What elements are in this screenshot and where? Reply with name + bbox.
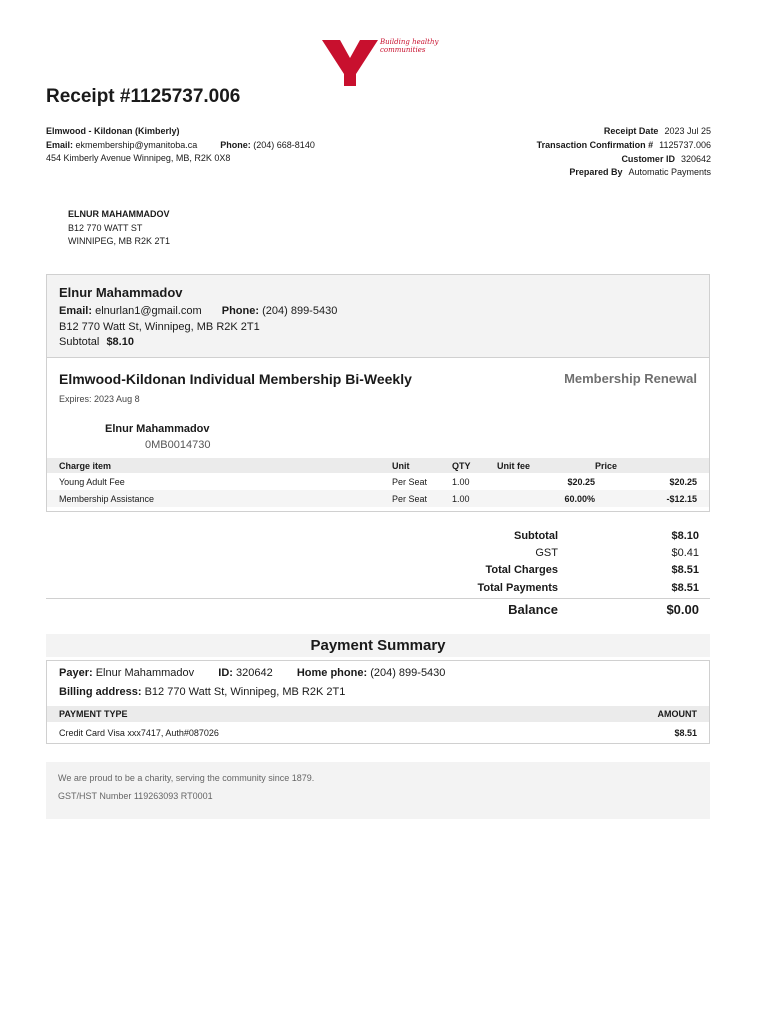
payment-amount: $8.51 xyxy=(674,728,697,738)
total-payments-row xyxy=(46,582,710,599)
charge-item: Young Adult Fee xyxy=(59,476,125,487)
subtotal-label: Subtotal xyxy=(514,530,558,542)
ymca-y-icon xyxy=(320,36,380,90)
amount-header: AMOUNT xyxy=(657,709,697,719)
payment-row xyxy=(47,723,709,743)
billing-label: Billing address: xyxy=(59,686,142,698)
subtotal-row xyxy=(46,530,710,547)
membership-title: Elmwood-Kildonan Individual Membership Bi-Weekly xyxy=(59,371,412,387)
unit-fee: $20.25 xyxy=(567,476,595,487)
mailing-address xyxy=(68,208,170,249)
payer-id: 320642 xyxy=(236,667,273,679)
customer-subtotal-row xyxy=(59,336,134,348)
member-id: 0MB0014730 xyxy=(145,439,211,451)
home-phone-label: Home phone: xyxy=(296,667,368,679)
qty: 1.00 xyxy=(452,490,497,507)
receipt-date: 2023 Jul 25 xyxy=(664,126,711,136)
mailing-name: ELNUR MAHAMMADOV xyxy=(68,209,170,219)
receipt-title: Receipt #1125737.006 xyxy=(46,86,241,107)
col-unit: Unit xyxy=(392,458,452,473)
total-charges-row xyxy=(46,564,710,581)
customer-subtotal-label: Subtotal xyxy=(59,336,100,348)
mailing-city: WINNIPEG, MB R2K 2T1 xyxy=(68,236,171,246)
customer-contact xyxy=(59,305,337,317)
table-row xyxy=(47,473,709,490)
logo-tagline: Building healthy communities xyxy=(380,38,439,54)
col-unit-fee: Unit fee xyxy=(497,458,595,473)
gst-label: GST xyxy=(535,547,558,559)
organization-info xyxy=(46,125,315,166)
receipt-meta xyxy=(537,125,711,180)
org-email-label: Email: xyxy=(46,139,74,150)
customer-email: elnurlan1@gmail.com xyxy=(95,305,202,317)
prepared-by: Automatic Payments xyxy=(628,167,711,178)
organization-name: Elmwood - Kildonan (Kimberly) xyxy=(46,126,180,136)
org-address: 454 Kimberly Avenue Winnipeg, MB, R2K 0X8 xyxy=(46,153,231,163)
customer-subtotal: $8.10 xyxy=(106,336,134,348)
price: $20.25 xyxy=(669,476,697,487)
balance-row xyxy=(46,602,710,619)
receipt-date-label: Receipt Date xyxy=(603,126,659,136)
member-name: Elnur Mahammadov xyxy=(105,423,210,435)
prepared-by-label: Prepared By xyxy=(569,167,623,178)
total-payments-label: Total Payments xyxy=(477,582,558,594)
totals-divider xyxy=(46,598,710,599)
balance-value: $0.00 xyxy=(666,602,699,617)
billing-line xyxy=(59,686,345,698)
customer-name: Elnur Mahammadov xyxy=(59,285,183,300)
ymca-logo xyxy=(320,36,439,90)
footer-note xyxy=(46,762,710,819)
total-charges-value: $8.51 xyxy=(671,564,699,576)
charity-statement: We are proud to be a charity, serving the community since 1879. xyxy=(58,773,315,783)
payer-label: Payer: xyxy=(59,667,93,679)
payment-type-header: PAYMENT TYPE xyxy=(59,709,128,719)
customer-phone-label: Phone: xyxy=(221,305,260,317)
expires-label: Expires: xyxy=(59,394,92,404)
table-header-row xyxy=(47,458,709,473)
customer-id-label: Customer ID xyxy=(621,153,675,164)
gst-value: $0.41 xyxy=(671,547,699,559)
qty: 1.00 xyxy=(452,476,470,487)
payer-line xyxy=(59,667,445,679)
total-payments-value: $8.51 xyxy=(671,582,699,594)
customer-email-label: Email: xyxy=(59,305,93,317)
col-qty: QTY xyxy=(452,458,497,473)
payment-table-header xyxy=(47,706,709,722)
price: -$12.15 xyxy=(595,490,709,507)
subtotal-value: $8.10 xyxy=(671,530,699,542)
col-price: Price xyxy=(595,458,709,473)
org-phone: (204) 668-8140 xyxy=(253,139,315,150)
org-phone-label: Phone: xyxy=(220,139,251,150)
total-charges-label: Total Charges xyxy=(485,564,558,576)
charge-items-table xyxy=(47,458,709,507)
balance-label: Balance xyxy=(508,602,558,617)
customer-phone: (204) 899-5430 xyxy=(262,305,338,317)
membership-type: Membership Renewal xyxy=(564,371,697,386)
payer-name: Elnur Mahammadov xyxy=(95,667,195,679)
unit: Per Seat xyxy=(392,490,452,507)
payment-summary-title: Payment Summary xyxy=(46,634,710,657)
customer-header xyxy=(47,275,709,358)
gst-row xyxy=(46,547,710,564)
mailing-street: B12 770 WATT ST xyxy=(68,222,143,233)
table-row xyxy=(47,490,709,507)
billing-address: B12 770 Watt St, Winnipeg, MB R2K 2T1 xyxy=(144,686,346,698)
org-email: ekmembership@ymanitoba.ca xyxy=(75,139,198,150)
payment-method: Credit Card Visa xxx7417, Auth#087026 xyxy=(59,728,219,738)
unit-fee: 60.00% xyxy=(497,490,595,507)
unit: Per Seat xyxy=(392,476,428,487)
customer-id: 320642 xyxy=(680,153,711,164)
membership-expires xyxy=(59,394,140,404)
charge-item: Membership Assistance xyxy=(47,490,392,507)
totals-section xyxy=(46,528,710,620)
home-phone: (204) 899-5430 xyxy=(370,667,446,679)
payment-summary-card xyxy=(46,660,710,744)
customer-address: B12 770 Watt St, Winnipeg, MB R2K 2T1 xyxy=(59,321,260,333)
membership-card xyxy=(46,274,710,512)
expires-date: 2023 Aug 8 xyxy=(94,394,140,404)
gst-number: GST/HST Number 119263093 RT0001 xyxy=(58,791,213,801)
col-charge-item: Charge item xyxy=(47,458,392,473)
confirmation-number: 1125737.006 xyxy=(659,139,711,150)
payer-id-label: ID: xyxy=(218,667,233,679)
confirmation-label: Transaction Confirmation # xyxy=(536,139,654,150)
